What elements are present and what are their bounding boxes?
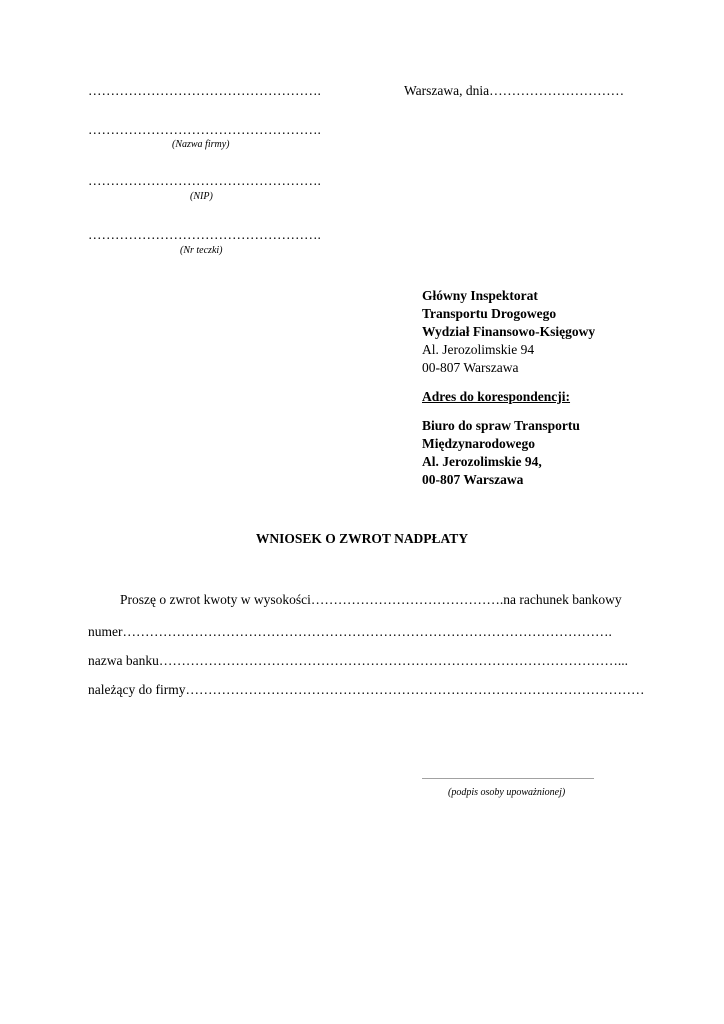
nip-line: ……………………………………………. bbox=[88, 173, 321, 188]
owner-company-line: należący do firmy………………………………………………………………………………………… bbox=[88, 682, 645, 697]
account-number-line: numer………………………………………………………………………………………………. bbox=[88, 624, 612, 639]
recipient-line-1: Główny Inspektorat bbox=[422, 288, 538, 303]
company-name-line: ……………………………………………. bbox=[88, 122, 321, 137]
file-number-caption: (Nr teczki) bbox=[180, 245, 223, 256]
recipient-line-2: Transportu Drogowego bbox=[422, 306, 557, 321]
correspondence-line-2: Międzynarodowego bbox=[422, 436, 535, 451]
recipient-line-4: Al. Jerozolimskie 94 bbox=[422, 342, 535, 357]
company-name-caption: (Nazwa firmy) bbox=[172, 139, 230, 150]
document-title: WNIOSEK O ZWROT NADPŁATY bbox=[255, 531, 469, 546]
correspondence-address bbox=[422, 417, 580, 489]
date-line: Warszawa, dnia………………………… bbox=[404, 83, 625, 98]
recipient-line-5: 00-807 Warszawa bbox=[422, 360, 519, 375]
file-number-line: ……………………………………………. bbox=[88, 227, 321, 242]
signature-line: ...................................................................................... bbox=[422, 772, 594, 781]
correspondence-line-3: Al. Jerozolimskie 94, bbox=[422, 454, 542, 469]
amount-line: Proszę o zwrot kwoty w wysokości…………………………………….na rachunek bankowy bbox=[120, 592, 622, 607]
correspondence-line-4: 00-807 Warszawa bbox=[422, 472, 524, 487]
recipient-address bbox=[422, 287, 595, 377]
header-left-line: ……………………………………………. bbox=[88, 83, 321, 98]
bank-name-line: nazwa banku…………………………………………………………………………………………... bbox=[88, 653, 628, 668]
correspondence-line-1: Biuro do spraw Transportu bbox=[422, 418, 580, 433]
correspondence-heading: Adres do korespondencji: bbox=[422, 389, 571, 404]
nip-caption: (NIP) bbox=[190, 191, 213, 202]
recipient-line-3: Wydział Finansowo-Księgowy bbox=[422, 324, 596, 339]
signature-caption: (podpis osoby upoważnionej) bbox=[448, 787, 566, 798]
